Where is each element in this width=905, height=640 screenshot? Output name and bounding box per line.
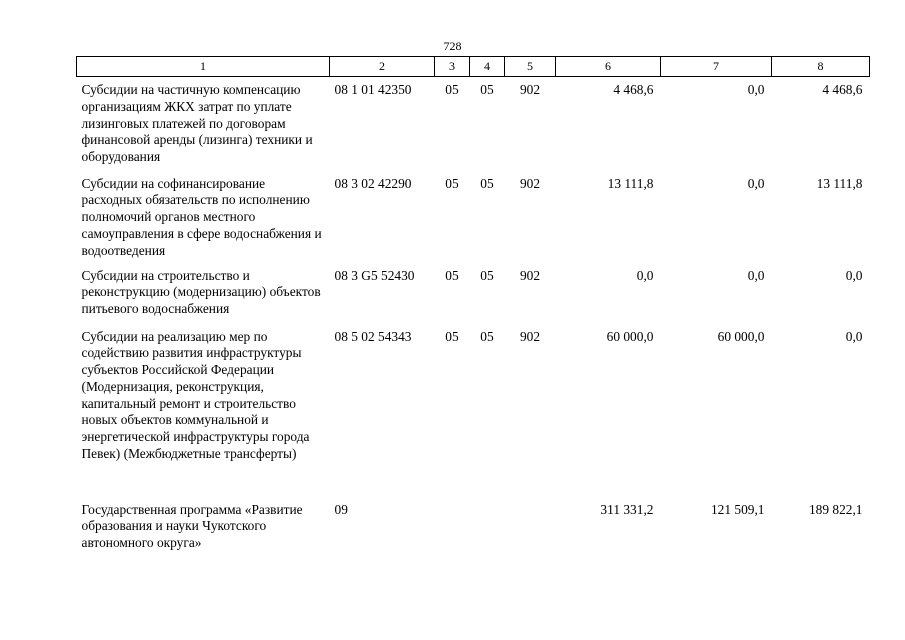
row-subsection: 05 bbox=[480, 328, 494, 344]
row-code: 08 5 02 54343 bbox=[334, 328, 412, 344]
row-value-6: 0,0 bbox=[636, 267, 654, 283]
column-number-row bbox=[77, 57, 870, 77]
column-header-6: 6 bbox=[556, 57, 661, 77]
table-row bbox=[77, 268, 870, 329]
column-header-5: 5 bbox=[505, 57, 556, 77]
row-department: 902 bbox=[519, 267, 541, 283]
row-value-8: 4 468,6 bbox=[822, 82, 863, 97]
table-row bbox=[77, 176, 870, 268]
column-header-4: 4 bbox=[470, 57, 505, 77]
row-department: 902 bbox=[519, 175, 541, 191]
row-value-6: 311 331,2 bbox=[600, 501, 654, 517]
row-value-7: 121 509,1 bbox=[710, 501, 765, 517]
row-code: 09 bbox=[334, 501, 348, 517]
column-header-8: 8 bbox=[772, 57, 870, 77]
row-subsection: 05 bbox=[480, 267, 494, 283]
row-name: Государственная программа «Развитие образования и науки Чукотского автономного округа» bbox=[81, 501, 303, 551]
row-department: 902 bbox=[519, 82, 541, 97]
row-value-8: 0,0 bbox=[845, 328, 863, 344]
row-section: 05 bbox=[445, 175, 459, 191]
row-code: 08 3 G5 52430 bbox=[334, 267, 415, 283]
row-section bbox=[435, 502, 470, 552]
page-number: 728 bbox=[443, 39, 462, 53]
budget-table bbox=[76, 56, 870, 552]
row-value-6: 13 111,8 bbox=[607, 175, 654, 191]
table-row bbox=[77, 329, 870, 502]
row-value-7: 0,0 bbox=[747, 82, 765, 97]
row-name: Субсидии на строительство и реконструкцию (модернизацию) объектов питьевого водоснабжения bbox=[81, 267, 321, 317]
row-code: 08 3 02 42290 bbox=[334, 175, 412, 191]
row-section: 05 bbox=[445, 82, 459, 97]
row-department: 902 bbox=[519, 328, 541, 344]
column-header-1: 1 bbox=[77, 57, 330, 77]
row-name: Субсидии на софинансирование расходных обязательств по исполнению полномочий органов местного самоуправления в сфере водоснабжения и водоотведения bbox=[81, 175, 322, 258]
row-department bbox=[505, 502, 556, 552]
row-value-6: 60 000,0 bbox=[606, 328, 654, 344]
row-value-8: 13 111,8 bbox=[816, 175, 863, 191]
table-row bbox=[77, 77, 870, 176]
row-section: 05 bbox=[445, 328, 459, 344]
row-name: Субсидии на частичную компенсацию организациям ЖКХ затрат по уплате лизинговых платежей по договорам финансовой аренды (лизинга) техники и оборудования bbox=[81, 82, 313, 165]
row-subsection: 05 bbox=[480, 82, 494, 97]
row-name: Субсидии на реализацию мер по содействию развития инфраструктуры субъектов Российской Федерации (Модернизация, реконструкция, капитальный ремонт и строительство новых объектов коммунальной и энергетической инфраструктуры города Певек) (Межбюджетные трансферты) bbox=[81, 328, 310, 462]
row-value-6: 4 468,6 bbox=[613, 82, 654, 97]
row-value-8: 189 822,1 bbox=[808, 501, 863, 517]
row-value-7: 60 000,0 bbox=[717, 328, 765, 344]
table-row bbox=[77, 502, 870, 552]
row-section: 05 bbox=[445, 267, 459, 283]
row-code: 08 1 01 42350 bbox=[334, 82, 412, 97]
row-value-8: 0,0 bbox=[845, 267, 863, 283]
row-subsection bbox=[470, 502, 505, 552]
column-header-3: 3 bbox=[435, 57, 470, 77]
row-subsection: 05 bbox=[480, 175, 494, 191]
column-header-2: 2 bbox=[330, 57, 435, 77]
column-header-7: 7 bbox=[661, 57, 772, 77]
row-value-7: 0,0 bbox=[747, 175, 765, 191]
row-value-7: 0,0 bbox=[747, 267, 765, 283]
